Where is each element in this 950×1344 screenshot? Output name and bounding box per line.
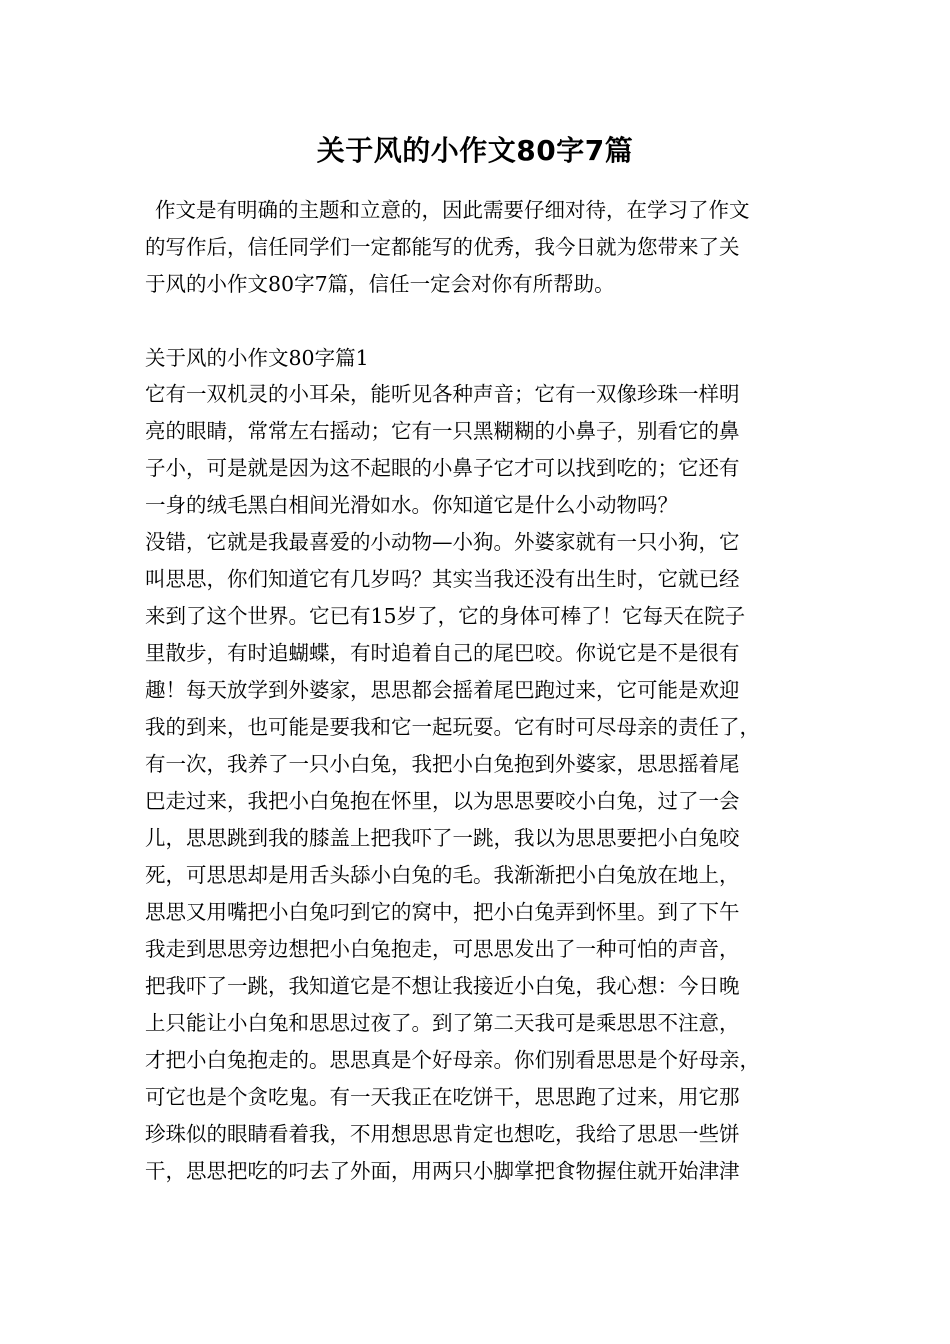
paragraph-line: 有一次，我养了一只小白兔，我把小白兔抱到外婆家，思思摇着尾 <box>145 752 740 776</box>
paragraph-line: 可它也是个贪吃鬼。有一天我正在吃饼干，思思跑了过来，用它那 <box>145 1085 740 1109</box>
paragraph-line: 儿，思思跳到我的膝盖上把我吓了一跳，我以为思思要把小白兔咬 <box>145 826 740 850</box>
paragraph-line: 珍珠似的眼睛看着我，不用想思思肯定也想吃，我给了思思一些饼 <box>145 1122 740 1146</box>
paragraph-line: 上只能让小白兔和思思过夜了。到了第二天我可是乘思思不注意， <box>145 1011 740 1035</box>
paragraph-line: 它有一双机灵的小耳朵，能听见各种声音；它有一双像珍珠一样明 <box>145 382 740 406</box>
document-title: 关于风的小作文80字7篇 <box>316 134 634 167</box>
paragraph-line: 我的到来，也可能是要我和它一起玩耍。它有时可尽母亲的责任了， <box>145 715 760 739</box>
paragraph-line: 巴走过来，我把小白兔抱在怀里，以为思思要咬小白兔，过了一会 <box>145 789 740 813</box>
paragraph-line: 我走到思思旁边想把小白兔抱走，可思思发出了一种可怕的声音， <box>145 937 740 961</box>
intro-line: 的写作后，信任同学们一定都能写的优秀，我今日就为您带来了关 <box>145 235 740 259</box>
paragraph-line: 干，思思把吃的叼去了外面，用两只小脚掌把食物握住就开始津津 <box>145 1159 740 1183</box>
paragraph-line: 一身的绒毛黑白相间光滑如水。你知道它是什么小动物吗？ <box>145 493 678 517</box>
paragraph-line: 来到了这个世界。它已有15岁了，它的身体可棒了！它每天在院子 <box>145 604 746 628</box>
paragraph-line: 没错，它就是我最喜爱的小动物—小狗。外婆家就有一只小狗，它 <box>145 530 740 554</box>
paragraph-line: 把我吓了一跳，我知道它是不想让我接近小白兔，我心想：今日晚 <box>145 974 740 998</box>
section-heading: 关于风的小作文80字篇1 <box>145 346 369 370</box>
paragraph-line: 子小，可是就是因为这不起眼的小鼻子它才可以找到吃的；它还有 <box>145 456 740 480</box>
paragraph-line: 里散步，有时追蝴蝶，有时追着自己的尾巴咬。你说它是不是很有 <box>145 641 740 665</box>
paragraph-line: 死，可思思却是用舌头舔小白兔的毛。我渐渐把小白兔放在地上， <box>145 863 740 887</box>
intro-line: 作文是有明确的主题和立意的，因此需要仔细对待，在学习了作文 <box>155 198 750 222</box>
paragraph-line: 亮的眼睛，常常左右摇动；它有一只黑糊糊的小鼻子，别看它的鼻 <box>145 419 740 443</box>
paragraph-line: 思思又用嘴把小白兔叼到它的窝中，把小白兔弄到怀里。到了下午 <box>145 900 740 924</box>
paragraph-line: 叫思思，你们知道它有几岁吗？其实当我还没有出生时，它就已经 <box>145 567 740 591</box>
paragraph-line: 才把小白兔抱走的。思思真是个好母亲。你们别看思思是个好母亲， <box>145 1048 760 1072</box>
paragraph-line: 趣！每天放学到外婆家，思思都会摇着尾巴跑过来，它可能是欢迎 <box>145 678 740 702</box>
intro-line: 于风的小作文80字7篇，信任一定会对你有所帮助。 <box>145 272 615 296</box>
